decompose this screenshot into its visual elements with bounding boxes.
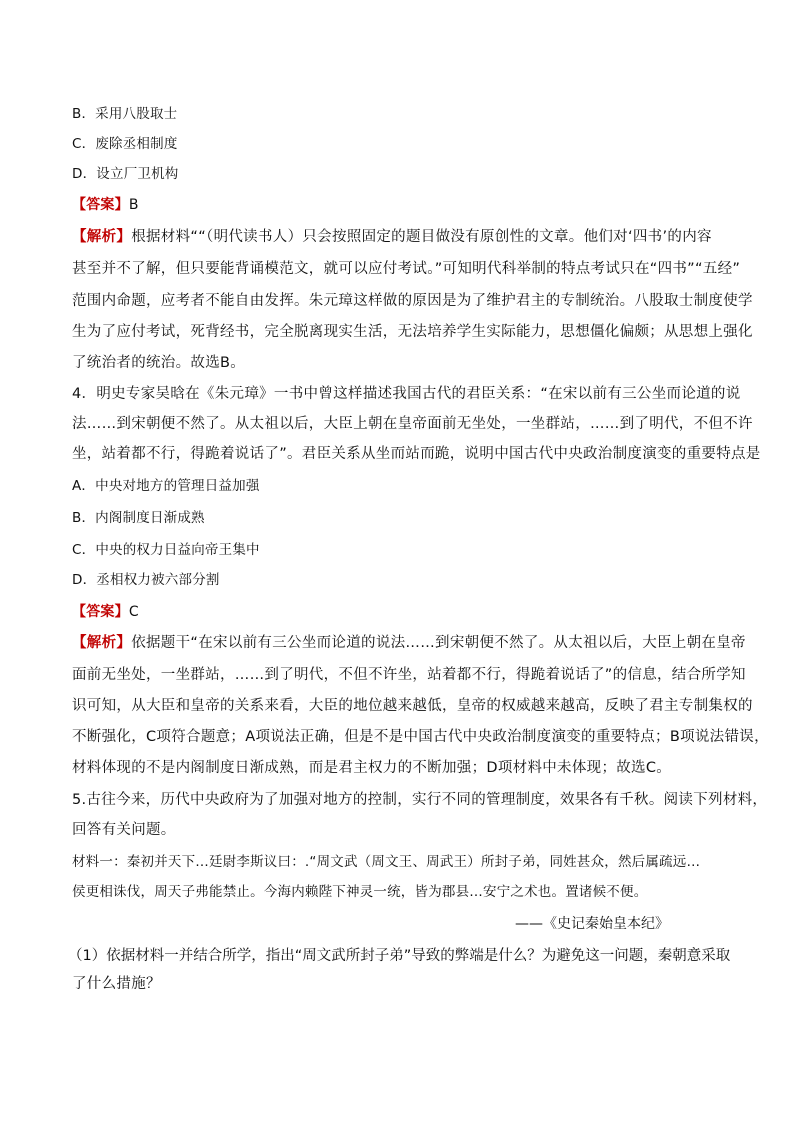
q3-analysis-line-2: 甚至并不了解，但只要能背诵模范文，就可以应付考试。”可知明代科举制的特点考试只在“四书”“五经”	[72, 261, 741, 277]
q4-answer	[72, 602, 139, 622]
q5-material-line-1: 材料一：秦初并天下…廷尉李斯议曰：.“周文武（周文王、周武王）所封子弟，同姓甚众，然后属疏远…	[72, 854, 701, 870]
q5-subquestion-line-1: （1）依据材料一并结合所学，指出“周文武所封子弟”导致的弊端是什么？为避免这一问题，秦朝意采取	[68, 948, 731, 964]
answer-value: B	[128, 197, 139, 213]
q4-analysis-line-2: 面前无坐处，一坐群站，……到了明代，不但不许坐，站着都不行，得跪着说话了”的信息，结合所学知	[72, 667, 746, 683]
q5-stem-line-1: 5.古往今来，历代中央政府为了加强对地方的控制，实行不同的管理制度，效果各有千秋。阅读下列材料，	[72, 792, 768, 808]
q5-material-line-2: 侯更相诛伐，周天子弗能禁止。今海内赖陛下神灵一统，皆为郡县…安宁之术也。置诸候不便。	[72, 884, 648, 900]
q3-option-b: B．采用八股取士	[72, 106, 178, 122]
q3-analysis-line-4: 生为了应付考试，死背经书，完全脱离现实生活，无法培养学生实际能力，思想僵化偏颇；从思想上强化	[72, 324, 753, 340]
q3-option-c: C．废除丞相制度	[72, 136, 178, 152]
q3-answer	[72, 195, 139, 215]
q4-stem-line-1: 4．明史专家吴晗在《朱元璋》一书中曾这样描述我国古代的君臣关系：“在宋以前有三公坐而论道的说	[72, 386, 741, 402]
answer-tag: 【答案】	[72, 197, 129, 213]
q4-analysis-line-5: 材料体现的不是内阁制度日渐成熟，而是君主权力的不断加强；D项材料中未体现；故选C。	[72, 760, 672, 776]
q4-option-b: B．内阁制度日渐成熟	[72, 510, 205, 526]
q3-analysis-line-3: 范围内命题，应考者不能自由发挥。朱元璋这样做的原因是为了维护君主的专制统治。八股取士制度使学	[72, 293, 753, 309]
q3-analysis-line-1: 【解析】根据材料““（明代读书人）只会按照固定的题目做没有原创性的文章。他们对‘四书’的内容	[72, 229, 712, 245]
q4-option-a: A．中央对地方的管理日益加强	[72, 478, 260, 494]
q3-option-d: D．设立厂卫机构	[72, 166, 179, 182]
q5-subquestion-line-2: 了什么措施？	[72, 976, 161, 992]
answer-tag: 【答案】	[72, 604, 129, 620]
q5-citation: ——《史记秦始皇本纪》	[515, 916, 669, 932]
q4-analysis-line-3: 识可知，从大臣和皇帝的关系来看，大臣的地位越来越低，皇帝的权威越来越高，反映了君主专制集权的	[72, 698, 753, 714]
q4-option-c: C．中央的权力日益向帝王集中	[72, 542, 260, 558]
analysis-tag: 【解析】	[72, 229, 132, 245]
analysis-tag: 【解析】	[72, 635, 132, 651]
q4-stem-line-3: 坐，站着都不行，得跪着说话了”。君臣关系从坐而站而跪，说明中国古代中央政治制度演变的重要特点是	[72, 446, 761, 462]
q4-analysis-line-1: 【解析】依据题干“在宋以前有三公坐而论道的说法……到宋朝便不然了。从太祖以后，大臣上朝在皇帝	[72, 635, 746, 651]
answer-value: C	[128, 604, 139, 620]
q3-analysis-line-5: 了统治者的统治。故选B。	[72, 355, 246, 371]
q4-stem-line-2: 法……到宋朝便不然了。从太祖以后，大臣上朝在皇帝面前无坐处，一坐群站，……到了明代，不但不许	[72, 416, 753, 432]
q5-stem-line-2: 回答有关问题。	[72, 822, 176, 838]
q4-option-d: D．丞相权力被六部分割	[72, 572, 220, 588]
q4-analysis-line-4: 不断强化，C项符合题意；A项说法正确，但是不是中国古代中央政治制度演变的重要特点；B项说法错误，	[72, 729, 769, 745]
